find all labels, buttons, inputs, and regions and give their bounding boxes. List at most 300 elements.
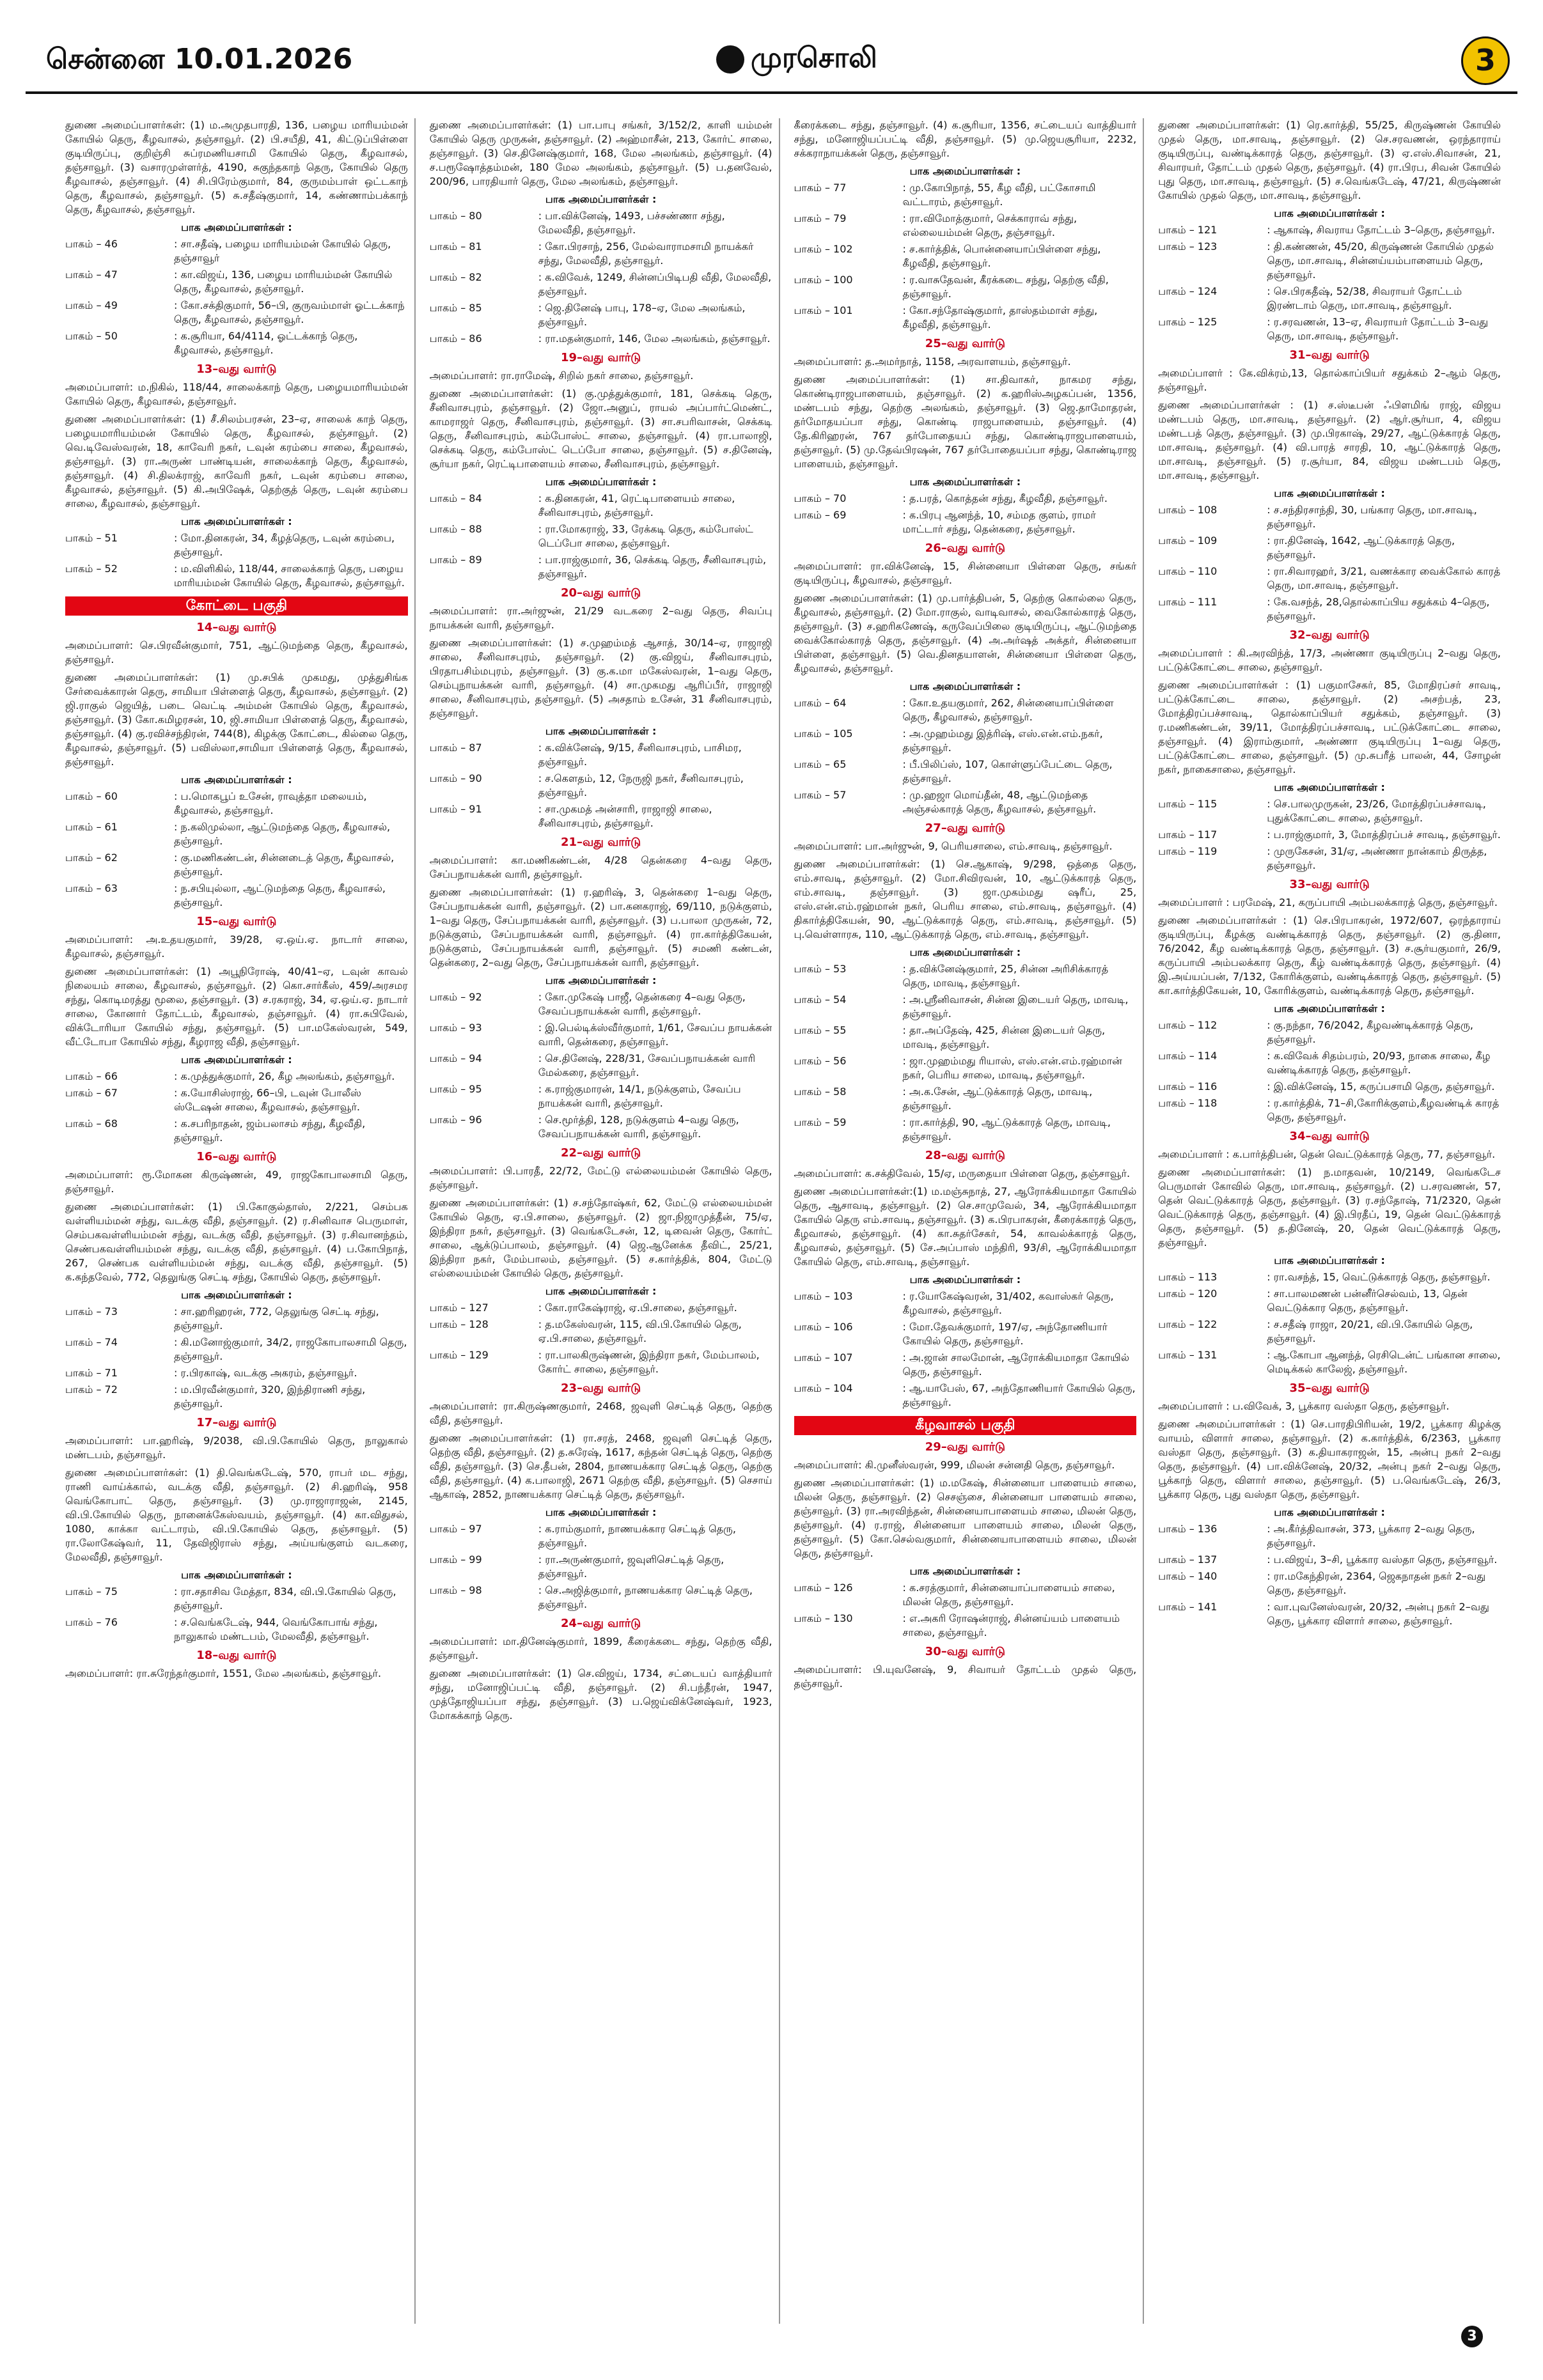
paper-logo	[716, 42, 877, 78]
booth-organizer: : ஆ.யாபேஸ், 67, அந்தோணியார் கோயில் தெரு, தஞ்சாவூர்.	[902, 1382, 1136, 1408]
booth-row	[794, 273, 1137, 301]
masthead	[26, 35, 1517, 105]
booth-row	[1158, 1569, 1501, 1598]
booth-organizer: : வா.புவனேஸ்வரன், 20/32, அன்பு நகர் 2–வது தெரு, பூக்கார விளார் சாலை, தஞ்சாவூர்.	[1267, 1601, 1489, 1627]
booth-number: பாகம் – 68	[65, 1117, 118, 1130]
section-subhead: பாக அமைப்பாளர்கள் :	[909, 476, 1021, 488]
booth-organizer: : க.ராஜ்குமாரன், 14/1, நடுக்குளம், சேவப்ப நாயக்கன் வாரி, தஞ்சாவூர்.	[538, 1083, 741, 1109]
booth-row	[65, 299, 408, 327]
booth-organizer: : அ.முஹம்மது இத்ரிஷ், எஸ்.என்.எம்.நகர், தஞ்சாவூர்.	[902, 727, 1103, 754]
ward-heading: 35–வது வார்டு	[1289, 1381, 1370, 1395]
paragraph: துணை அமைப்பாளர்கள் : (1) ச.ஸ்டீபன் ஃபிளமிங் ராஜ், விஜய மண்டபம் தெரு, மா.சாவடி, தஞ்சாவூர். (2) ஆர்.சூர்யா, 4, விஜய மண்டபத் தெரு, தஞ்சாவூர். (3) மு.பிரகாஷ், 29/27, ஆட்டுக்காரத் தெரு, மா.சாவடி, தஞ்சாவூர். (4) வி.பாரத் சாரதி, 10, ஆட்டுக்காரத் தெரு, மா.சாவடி, தஞ்சாவூர். (5) ர.சூர்யா, 84, விஜய மண்டபம் தெரு, மா.சாவடி, தஞ்சாவூர்.	[1158, 399, 1501, 481]
booth-number: பாகம் – 65	[794, 758, 847, 770]
booth-list	[1158, 1522, 1501, 1628]
ward-heading: 23–வது வார்டு	[560, 1381, 641, 1395]
booth-number: பாகம் – 120	[1158, 1287, 1218, 1300]
booth-organizer: : அ.ஜான் சாலமோன், ஆரோக்கியமாதா கோயில் தெரு, தஞ்சாவூர்.	[902, 1351, 1129, 1378]
booth-number: பாகம் – 115	[1158, 798, 1218, 810]
booth-number: பாகம் – 112	[1158, 1019, 1218, 1031]
ward-heading: 30–வது வார்டு	[925, 1645, 1005, 1658]
booth-row	[1158, 1553, 1501, 1567]
booth-organizer: : கு.மணிகண்டன், சின்னடைத் தெரு, கீழவாசல், தஞ்சாவூர்.	[174, 852, 395, 878]
booth-organizer: : இ.பெல்டிக்ஸ்வீர்குமார், 1/61, சேவப்ப நாயக்கன் வாரி, தென்கரை, தஞ்சாவூர்.	[538, 1022, 772, 1048]
booth-number: பாகம் – 75	[65, 1585, 118, 1598]
paragraph: துணை அமைப்பாளர்கள் : (1) செ.பாரதிபிரியன், 19/2, பூக்கார கிழக்கு வாயம், விளார் சாலை, தஞ்சாவூர். (2) க.கார்த்திக், 6/2363, பூக்கார வஸ்தா தெரு, தஞ்சாவூர். (3) க.தியாகராஜன், 15, அன்பு நகர் 2–வது தெரு, தஞ்சாவூர். (4) பா.விக்னேஷ், 20/32, அன்பு நகர் 2–வது தெரு, பூக்காந் தெரு, விளார் சாலை, தஞ்சாவூர். (5) ப.வெங்கடேஷ், 26/3, பூக்கார தெரு, புது வஸ்தா தெரு, தஞ்சாவூர்.	[1158, 1418, 1501, 1500]
booth-row	[794, 1085, 1137, 1113]
booth-row	[65, 237, 408, 265]
booth-number: பாகம் – 121	[1158, 224, 1218, 236]
booth-list	[1158, 223, 1501, 343]
section-subhead: பாக அமைப்பாளர்கள் :	[181, 221, 292, 233]
paragraph: துணை அமைப்பாளர்கள்: (1) ம.அமுதபாரதி, 136, பழைய மாரியம்மன் கோயில் தெரு, கீழவாசல், தஞ்சாவூர். (2) பி.சயீதி, 41, கிட்டுப்பிள்ளை குடியிருப்பு, குறிஞ்சி சுப்ரமணியசாமி கோயில் தெரு, கீழவாசல், தஞ்சாவூர். (3) வசாரமுள்ளர்த், 4190, சுகுந்தகாந் தெரு, கோயில் தெரு கீழவாசல், தஞ்சாவூர். (4) சி.பிரேம்குமார், 84, குருமம்பாள் ஒட்டகாந் தெரு, கீழவாசல், தஞ்சாவூர். (5) சு.சதீஷ்குமார், 14, கண்ணாம்பக்காந் தெரு, கீழவாசல், தஞ்சாவூர்.	[65, 119, 408, 215]
booth-organizer: : ரா.சிவாரஹர், 3/21, வணக்கார வைக்கோல் காரத் தெரு, மா.சாவடி, தஞ்சாவூர்.	[1267, 565, 1501, 591]
paragraph: துணை அமைப்பாளர்கள்: (1) செ.விஜய், 1734, சட்டையப் வாத்தியார் சந்து, மனோஜிப்பட்டி வீதி, தஞ்சாவூர். (2) சி.பந்தீரன், 1947, முத்தோஜியப்பா சந்து, தஞ்சாவூர். (3) ப.ஜெய்விக்னேஷ்வர், 1923, மோகக்காந் தெரு.	[429, 1667, 772, 1722]
booth-organizer: : ச.வெங்கடேஷ், 944, வெங்கோபாங் சந்து, நாலுகால் மண்டபம், மேலவீதி, தஞ்சாவூர்.	[174, 1616, 378, 1642]
ward-heading: 20–வது வார்டு	[560, 586, 641, 600]
paragraph: துணை அமைப்பாளர்கள்: (1) மு.பார்த்திபன், 5, தெற்கு கொல்லை தெரு, கீழவாசல், தஞ்சாவூர். (2) மோ.ராகுல், வாடிவாசல், வைகோல்காரத் தெரு, தஞ்சாவூர். (3) ச.ஹரிகணேஷ், கருவேப்பிலை குடியிருப்பு, ஆட்டுமந்தை வைக்கோல்காரத் தெரு, தஞ்சாவூர். (4) அ.அர்ஷத் அக்தர், சின்னையா பிள்ளை, தஞ்சாவூர். (5) வெ.தினதயாளன், சின்னையா பிள்ளை தெரு, கீழவாசல், தஞ்சாவூர்.	[794, 592, 1137, 674]
booth-number: பாகம் – 111	[1158, 596, 1218, 608]
booth-number: பாகம் – 125	[1158, 316, 1218, 328]
booth-row	[1158, 1522, 1501, 1550]
booth-row	[430, 332, 772, 346]
booth-organizer: : க.விவேக் சிதம்பரம், 20/93, நாகை சாலை, கீழ வண்டிக்காரத் தெரு, தஞ்சாவூர்.	[1267, 1050, 1491, 1076]
booth-row	[65, 789, 408, 818]
paragraph: அமைப்பாளர்: ரூ.மோகன கிருஷ்ணன், 49, ராஜகோபாலசாமி தெரு, தஞ்சாவூர்.	[65, 1169, 408, 1195]
paragraph: துணை அமைப்பாளர்கள்: (1) செ.ஆகாஷ், 9/298, ஒத்தை தெரு, எம்.சாவடி, தஞ்சாவூர். (2) மோ.சிவிரவன், 10, ஆட்டுக்காரத் தெரு, எம்.சாவடி, தஞ்சாவூர். (3) ஜா.முகம்மது ஷரீப், 25, எஸ்.என்.எம்.ரஹ்மான் நகர், பெரிய சாலை, எம்.சாவடி, தஞ்சாவூர். (4) திகார்த்திகேயன், 90, ஆட்டுக்காரத் தெரு, எம்.சாவடி, தஞ்சாவூர். (5) பு.வெள்ளாரசு, 110, ஆட்டுக்காரத் தெரு, எம்.சாவடி, தஞ்சாவூர்.	[794, 858, 1137, 940]
booth-number: பாகம் – 137	[1158, 1553, 1218, 1566]
booth-number: பாகம் – 57	[794, 789, 847, 801]
booth-organizer: : பா.ராஜ்குமார், 36, செக்கடி தெரு, சீனிவாசபுரம், தஞ்சாவூர்.	[538, 554, 767, 580]
booth-list	[430, 741, 772, 830]
booth-row	[430, 1522, 772, 1550]
booth-organizer: : ரா.கார்த்தி, 90, ஆட்டுக்காரத் தெரு, மாவடி, தஞ்சாவூர்.	[902, 1116, 1111, 1142]
booth-number: பாகம் – 52	[65, 563, 118, 575]
booth-number: பாகம் – 49	[65, 299, 118, 311]
paragraph: அமைப்பாளர் : பரமேஷ், 21, கருப்பாயி அம்பலக்காரத் தெரு, தஞ்சாவூர்.	[1158, 896, 1498, 908]
seal-icon	[716, 45, 744, 74]
booth-organizer: : ப.ராஜ்குமார், 3, மோத்திரப்பச் சாவடி, தஞ்சாவூர்.	[1267, 828, 1501, 841]
booth-row	[1158, 315, 1501, 343]
booth-row	[430, 492, 772, 520]
section-subhead: பாக அமைப்பாளர்கள் :	[1274, 1506, 1385, 1518]
booth-number: பாகம் – 89	[429, 554, 482, 566]
booth-number: பாகம் – 96	[429, 1114, 482, 1126]
booth-row	[794, 1320, 1137, 1348]
booth-list	[65, 1069, 408, 1145]
booth-number: பாகம் – 140	[1158, 1570, 1218, 1582]
booth-number: பாகம் – 62	[65, 852, 118, 864]
booth-number: பாகம் – 82	[429, 271, 482, 283]
booth-row	[65, 1305, 408, 1333]
booth-number: பாகம் – 99	[429, 1553, 482, 1566]
booth-row	[65, 1117, 408, 1145]
booth-organizer: : ரா.பாலகிருஷ்ணன், இந்திரா நகர், மேம்பாலம், கோர்ட் சாலை, தஞ்சாவூர்.	[538, 1349, 760, 1375]
ward-heading: 13–வது வார்டு	[196, 362, 277, 376]
booth-organizer: : க.சபரிநாதன், ஜம்பலாசம் சந்து, கீழவீதி, தஞ்சாவூர்.	[174, 1117, 366, 1144]
booth-organizer: : க.பிரபு ஆனந்த், 10, சம்மத குளம், ராமர் மாட்டார் சந்து, தென்கரை, தஞ்சாவூர்.	[902, 509, 1096, 535]
paragraph: துணை அமைப்பாளர்கள்: (1) கு.முத்துக்குமார், 181, செக்கடி தெரு, சீனிவாசபுரம், தஞ்சாவூர். (2) ஜோ.அனுப், ராயல் அப்பார்ட்மெண்ட், காமராஜர் தெரு, சீனிவாசபுரம், தஞ்சாவூர். (3) சா.சபரிவாசன், செக்கடி தெரு, சீனிவாசபுரம், கம்போஸ்ட் சாலை, தஞ்சாவூர். (4) ரா.பாலாஜி, செக்கடி தெரு, கம்போஸ்ட் டெப்போ சாலை, தஞ்சாவூர். (5) ச.தினேஷ், சூர்யா நகர், ரெட்டிபாளையம் சாலை, சீனிவாசபுரம், தஞ்சாவூர்.	[429, 387, 772, 470]
booth-row	[794, 1289, 1137, 1318]
booth-number: பாகம் – 59	[794, 1116, 847, 1128]
booth-row	[794, 304, 1137, 332]
booth-number: பாகம் – 54	[794, 993, 847, 1006]
booth-number: பாகம் – 131	[1158, 1349, 1218, 1361]
booth-row	[794, 696, 1137, 724]
booth-row	[430, 1301, 772, 1315]
booth-list	[430, 209, 772, 346]
paragraph: அமைப்பாளர்: பி.யுவனேஷ், 9, சிவாயர் தோட்டம் முதல் தெரு, தஞ்சாவூர்.	[794, 1663, 1137, 1690]
booth-row	[794, 181, 1137, 209]
booth-organizer: : பா.விக்னேஷ், 1493, பச்சண்ணா சந்து, மேலவீதி, தஞ்சாவூர்.	[538, 210, 725, 236]
ward-heading: 21–வது வார்டு	[560, 836, 641, 849]
booth-number: பாகம் – 73	[65, 1305, 118, 1318]
ward-heading: 25–வது வார்டு	[925, 337, 1005, 350]
booth-organizer: : செ.பிரகதீஷ், 52/38, சிவராயர் தோட்டம் இரண்டாம் தெரு, மா.சாவடி, தஞ்சாவூர்.	[1267, 285, 1462, 311]
paragraph: துணை அமைப்பாளர்கள் : (1) பகுமாசேகர், 85, மோதிரப்சர் சாவடி, பட்டுக்கோட்டை சாலை, தஞ்சாவூர். (2) அசற்பத், 23, மோத்திரப்பச்சாவடி, தொல்காப்பியர் சதுக்கம், தஞ்சாவூர். (3) ர.மணிகண்டன், 39/11, மோத்திரப்பச்சாவடி, பட்டுக்கோட்டை சாலை, தஞ்சாவூர். (4) இராம்குமார், அண்ணா குடியிருப்பு 1–வது தெரு, பட்டுக்கோட்டை சாலை, தஞ்சாவூர். (5) மு.சுபரீத் பாலன், 44, சோழன் நகர், நாகைசாலை, தஞ்சாவூர்.	[1158, 679, 1501, 775]
zone-banner: கோட்டை பகுதி	[65, 596, 408, 616]
booth-row	[1158, 1600, 1501, 1628]
masthead-rule	[26, 91, 1517, 94]
booth-row	[1158, 223, 1501, 237]
section-subhead: பாக அமைப்பாளர்கள் :	[545, 725, 657, 737]
booth-organizer: : க.ராம்குமார், நாணயக்கார செட்டித் தெரு, தஞ்சாவூர்.	[538, 1523, 736, 1549]
booth-row	[1158, 1270, 1501, 1284]
booth-list	[794, 962, 1137, 1144]
booth-organizer: : ந.கலிமுல்லா, ஆட்டுமந்தை தெரு, கீழவாசல், தஞ்சாவூர்.	[174, 821, 391, 847]
booth-row	[794, 758, 1137, 786]
booth-organizer: : ஆகாஷ், சிவராய தோட்டம் 3–தெரு, தஞ்சாவூர்.	[1267, 224, 1495, 236]
paragraph: அமைப்பாளர்: ரா.விக்னேஷ், 15, சின்னையா பிள்ளை தெரு, சங்கர் குடியிருப்பு, கீழவாசல், தஞ்சாவூர்.	[794, 560, 1137, 586]
booth-list	[65, 1305, 408, 1411]
paragraph: துணை அமைப்பாளர்கள்: (1) ர.ஹரிஷ், 3, தென்கரை 1–வது தெரு, சேப்பநாயக்கன் வாரி, தஞ்சாவூர். (2) பா.கனகராஜ், 69/110, நடுக்குளம், 1–வது தெரு, சேப்பநாயக்கன் வாரி, தஞ்சாவூர். (3) ப.பாலா முருகன், 72, நடுக்குளம், சேப்பநாயக்கன் வாரி, தஞ்சாவூர். (4) ரா.கார்த்திகேயன், நடுக்குளம், சேப்பநாயக்கன் வாரி, தஞ்சாவூர். (5) சமணி கண்டன், தென்கரை, 2–வது தெரு, சேப்பநாயக்கன் வாரி, தஞ்சாவூர்.	[429, 886, 772, 968]
booth-number: பாகம் – 61	[65, 821, 118, 833]
paragraph: கீரைக்கடை சந்து, தஞ்சாவூர். (4) க.சூரியா, 1356, சட்டையப் வாத்தியார் சந்து, மனோஜியப்பட்டி வீதி, தஞ்சாவூர். (5) மு.ஜெயசூரியா, 2232, சக்கராநாயக்கன் தெரு, தஞ்சாவூர்.	[794, 119, 1137, 159]
booth-number: பாகம் – 79	[794, 212, 847, 224]
booth-number: பாகம் – 64	[794, 697, 847, 709]
booth-number: பாகம் – 47	[65, 268, 118, 281]
booth-row	[65, 1069, 408, 1084]
booth-organizer: : தி.கண்ணன், 45/20, கிருஷ்ணன் கோயில் முதல் தெரு, மா.சாவடி, சின்னய்யம்பாளையம் தெரு, தஞ்சாவூர்.	[1267, 240, 1494, 281]
booth-organizer: : செ.பாலமுருகன், 23/26, மோத்திரப்பச்சாவடி, புதுக்கோட்டை சாலை, தஞ்சாவூர்.	[1267, 798, 1486, 824]
booth-organizer: : அ.ஸ்ரீனிவாசன், சின்ன இடையர் தெரு, மாவடி, தஞ்சாவூர்.	[902, 993, 1129, 1020]
booth-organizer: : ஜெ.தினேஷ் பாபு, 178–ஏ, மேல அலங்கம், தஞ்சாவூர்.	[538, 302, 746, 328]
booth-number: பாகம் – 127	[429, 1302, 489, 1314]
booth-row	[430, 1348, 772, 1376]
booth-number: பாகம் – 105	[794, 727, 853, 740]
ward-heading: 17–வது வார்டு	[196, 1416, 277, 1429]
booth-organizer: : த.விக்னேஷ்குமார், 25, சின்ன அரிசிக்காரத் தெரு, மாவடி, தஞ்சாவூர்.	[902, 963, 1109, 989]
booth-organizer: : ப.விஜய், 3–சி, பூக்கார வஸ்தா தெரு, தஞ்சாவூர்.	[1267, 1553, 1498, 1566]
booth-organizer: : ந.சபியுல்லா, ஆட்டுமந்தை தெரு, கீழவாசல், தஞ்சாவூர்.	[174, 882, 386, 908]
booth-row	[430, 772, 772, 800]
booth-row	[430, 209, 772, 237]
booth-number: பாகம் – 136	[1158, 1523, 1218, 1535]
booth-number: பாகம் – 51	[65, 532, 118, 544]
booth-list	[794, 492, 1137, 536]
booth-list	[794, 1581, 1137, 1640]
booth-number: பாகம் – 69	[794, 509, 847, 521]
booth-row	[430, 301, 772, 329]
booth-organizer: : முருகேசன், 31/ஏ, அண்ணா நான்காம் திருத்த, தஞ்சாவூர்.	[1267, 845, 1487, 871]
booth-row	[430, 1553, 772, 1581]
section-subhead: பாக அமைப்பாளர்கள் :	[1274, 207, 1385, 219]
booth-row	[65, 1585, 408, 1613]
booth-organizer: : க.முத்துக்குமார், 26, கீழ அலங்கம், தஞ்சாவூர்.	[174, 1070, 395, 1082]
booth-number: பாகம் – 76	[65, 1616, 118, 1628]
booth-list	[430, 1522, 772, 1612]
booth-row	[430, 553, 772, 581]
booth-organizer: : கு.நந்தா, 76/2042, கீழவண்டிக்காரத் தெரு, தஞ்சாவூர்.	[1267, 1019, 1473, 1045]
booth-number: பாகம் – 101	[794, 304, 853, 316]
paragraph: அமைப்பாளர் : கே.விக்ரம்,13, தொல்காப்பியர் சதுக்கம் 2–ஆம் தெரு, தஞ்சாவூர்.	[1158, 367, 1501, 393]
ward-heading: 14–வது வார்டு	[196, 621, 277, 634]
booth-organizer: : த.பரத், கொத்தன் சந்து, கீழவீதி, தஞ்சாவூர்.	[902, 492, 1108, 504]
booth-organizer: : மு.கோபிநாத், 55, கீழ வீதி, பட்கோசாமி வட்டாரம், தஞ்சாவூர்.	[902, 182, 1096, 208]
booth-row	[430, 270, 772, 299]
ward-heading: 24–வது வார்டு	[560, 1617, 641, 1630]
booth-row	[1158, 1287, 1501, 1315]
booth-number: பாகம் – 71	[65, 1367, 118, 1379]
zone-banner: கீழவாசல் பகுதி	[794, 1416, 1137, 1435]
booth-organizer: : க.விக்னேஷ், 9/15, சீனிவாசபுரம், பாசிமர, தஞ்சாவூர்.	[538, 742, 742, 768]
booth-organizer: : இ.விக்னேஷ், 15, கருப்பசாமி தெரு, தஞ்சாவூர்.	[1267, 1080, 1495, 1093]
booth-row	[65, 268, 408, 296]
booth-row	[65, 562, 408, 590]
booth-organizer: : கி.மனோஜ்குமார், 34/2, ராஜகோபாலசாமி தெரு, தஞ்சாவூர்.	[174, 1336, 407, 1362]
booth-organizer: : செ.தினேஷ், 228/31, சேவப்பநாயக்கன் வாரி மேல்கரை, தஞ்சாவூர்.	[538, 1052, 756, 1078]
booth-row	[430, 1021, 772, 1049]
booth-organizer: : ரா.மதன்குமார், 146, மேல அலங்கம், தஞ்சாவூர்.	[538, 332, 771, 345]
booth-row	[1158, 828, 1501, 842]
section-subhead: பாக அமைப்பாளர்கள் :	[181, 774, 292, 786]
booth-organizer: : ச.சதீஷ் ராஜா, 20/21, வி.பி.கோயில் தெரு, தஞ்சாவூர்.	[1267, 1318, 1473, 1344]
booth-organizer: : பீ.பிலிப்ஸ், 107, கொள்ளுப்பேட்டை தெரு, தஞ்சாவூர்.	[902, 758, 1113, 784]
footer-page-number: 3	[1461, 2326, 1483, 2347]
column-3	[794, 118, 1145, 2324]
booth-list	[794, 696, 1137, 816]
paragraph: அமைப்பாளர்: செ.பிரவீன்குமார், 751, ஆட்டுமந்தை தெரு, கீழவாசல், தஞ்சாவூர்.	[65, 639, 408, 665]
booth-number: பாகம் – 46	[65, 238, 118, 250]
ward-heading: 26–வது வார்டு	[925, 541, 1005, 555]
paragraph: துணை அமைப்பாளர்கள்: (1) அபூநிரோஷ், 40/41–ஏ, டவுன் காவல் நிலையம் சாலை, கீழவாசல், தஞ்சாவூர். (2) கொ.சார்கீஸ், 459/அரசமர சந்து, கொடிமரத்து மூலை, தஞ்சாவூர். (3) ச.ரகராஜ், 34, ஏ.ஒய்.ஏ. நாடார் சாலை, கோனார் தோட்டம், கீழவாசல், தஞ்சாவூர். (4) ரா.சுபிவேல், விக்டோரியா கோயில் சந்து, தஞ்சாவூர். (5) பா.மகேஸ்வரன், 549, வீட்டோபா கோயில் சந்து, கீழராஜ வீதி, தஞ்சாவூர்.	[65, 965, 408, 1048]
page-number-badge: 3	[1461, 36, 1510, 85]
booth-row	[1158, 1318, 1501, 1346]
booth-row	[65, 1615, 408, 1644]
booth-organizer: : அ.க.சேன், ஆட்டுக்காரத் தெரு, மாவடி, தஞ்சாவூர்.	[902, 1085, 1093, 1112]
section-subhead: பாக அமைப்பாளர்கள் :	[181, 1289, 292, 1301]
booth-organizer: : த.மகேஸ்வரன், 115, வி.பி.கோயில் தெரு, ஏ.பி.சாலை, தஞ்சாவூர்.	[538, 1318, 742, 1344]
booth-number: பாகம் – 93	[429, 1022, 482, 1034]
booth-number: பாகம் – 60	[65, 790, 118, 802]
section-subhead: பாக அமைப்பாளர்கள் :	[909, 680, 1021, 692]
booth-organizer: : கோ.ராகேஷ்ராஜ், ஏ.பி.சாலை, தஞ்சாவூர்.	[538, 1302, 737, 1314]
booth-number: பாகம் – 87	[429, 742, 482, 754]
paragraph: துணை அமைப்பாளர்கள்: (1) ரெ.கார்த்தி, 55/25, கிருஷ்ணன் கோயில் முதல் தெரு, மா.சாவடி, தஞ்சாவூர். (2) செ.சரவணன், ஒரந்தாராய் குடியிருப்பு, வண்டிக்காரத் தெரு, தஞ்சாவூர். (3) ஏ.எஸ்.சிவாசன், 21, சிவாரயர், தோட்டம் முதல் தெரு, தஞ்சாவூர். (4) ரா.பிரப, சிவன் கோயில் புது தெரு, மா.சாவடி, தஞ்சாவூர். (5) ச.வெங்கடேஷ், 47/21, கிருஷ்ணன் கோயில் முதல் தெரு, மா.சாவடி, தஞ்சாவூர்.	[1158, 119, 1501, 201]
booth-organizer: : ர.கார்த்திக், 71–சி,கோரிக்குளம்,கீழவண்டிக் காரத் தெரு, தஞ்சாவூர்.	[1267, 1097, 1500, 1123]
booth-number: பாகம் – 81	[429, 240, 482, 253]
booth-number: பாகம் – 128	[429, 1318, 489, 1330]
booth-number: பாகம் – 50	[65, 330, 118, 342]
booth-number: பாகம் – 53	[794, 963, 847, 975]
booth-organizer: : கோ.சந்தோஷ்குமார், தாஸ்தம்மாள் சந்து, கீழவீதி, தஞ்சாவூர்.	[902, 304, 1098, 331]
booth-number: பாகம் – 119	[1158, 845, 1218, 857]
section-subhead: பாக அமைப்பாளர்கள் :	[909, 946, 1021, 958]
paragraph: துணை அமைப்பாளர்கள்: (1) ந.மாதவன், 10/2149, வெங்கடேச பெருமாள் கோவில் தெரு, மா.சாவடி, தஞ்சாவூர். (2) ப.சரவணன், 57, தென் வெட்டுக்காரத் தெரு, தஞ்சாவூர். (3) ர.சந்தோஷ், 71/2320, தென் வெட்டுக்காரத் தெரு, தஞ்சாவூர். (4) இ.பிரதீப், 19, தென் வெட்டுக்காரத் தெரு, தஞ்சாவூர். (5) த.தினேஷ், 20, தென் வெட்டுக்காரத் தெரு, தஞ்சாவூர்.	[1158, 1166, 1501, 1248]
booth-number: பாகம் – 104	[794, 1382, 853, 1394]
section-subhead: பாக அமைப்பாளர்கள் :	[181, 515, 292, 527]
booth-row	[430, 1318, 772, 1346]
booth-row	[794, 242, 1137, 270]
booth-organizer: : கோ.சக்திகுமார், 56–பி, குருவம்மாள் ஓட்டக்காந் தெரு, கீழவாசல், தஞ்சாவூர்.	[174, 299, 405, 325]
paragraph: அமைப்பாளர்: த.அமர்நாத், 1158, அரவாளயம், தஞ்சாவூர்.	[794, 355, 1071, 368]
ward-heading: 34–வது வார்டு	[1289, 1130, 1370, 1143]
booth-row	[65, 1086, 408, 1114]
booth-row	[1158, 1018, 1501, 1046]
booth-organizer: : ச.சந்திரசாந்தி, 30, பங்கார தெரு, மா.சாவடி, தஞ்சாவூர்.	[1267, 504, 1477, 530]
booth-organizer: : ம.பிரவீன்குமார், 320, இந்திராணி சந்து, தஞ்சாவூர்.	[174, 1383, 366, 1410]
booth-row	[1158, 595, 1501, 623]
booth-row	[65, 820, 408, 848]
booth-organizer: : செ.மூர்த்தி, 128, நடுக்குளம் 4–வது தெரு, சேவப்பநாயக்கன் வாரி, தஞ்சாவூர்.	[538, 1114, 739, 1140]
booth-list	[794, 1289, 1137, 1410]
booth-row	[430, 1052, 772, 1080]
paragraph: துணை அமைப்பாளர்கள்: (1) பா.பாபு சங்கர், 3/152/2, காளி யம்மன் கோயில் தெரு முருகன், தஞ்சாவூர். (2) அஹ்மாசீன், 213, கோர்ட் சாலை, தஞ்சாவூர். (3) செ.தினேஷ்குமார், 168, மேல அலங்கம், தஞ்சாவூர். (4) ச.பரூஷோத்தம்மன், 180 மேல அலங்கம், தஞ்சாவூர். (5) ப.தனவேல், 200/96, பாரதியார் தெரு, மேல அலங்கம், தஞ்சாவூர்.	[429, 119, 772, 187]
section-subhead: பாக அமைப்பாளர்கள் :	[1274, 1254, 1385, 1266]
booth-number: பாகம் – 102	[794, 243, 853, 255]
booth-organizer: : ரா.வசந்த், 15, வெட்டுக்காரத் தெரு, தஞ்சாவூர்.	[1267, 1271, 1491, 1283]
booth-number: பாகம் – 86	[429, 332, 482, 345]
booth-number: பாகம் – 130	[794, 1612, 853, 1624]
paragraph: அமைப்பாளர்: ம.நிகில், 118/44, சாலைக்காந் தெரு, பழையமாரியம்மன் கோயில் தெரு, கீழவாசல், தஞ்சாவூர்.	[65, 381, 408, 407]
ward-heading: 19–வது வார்டு	[560, 351, 641, 364]
paragraph: அமைப்பாளர்: ரா.கிருஷ்ணகுமார், 2468, ஜவுளி செட்டித் தெரு, தெற்கு வீதி, தஞ்சாவூர்.	[429, 1400, 772, 1426]
ward-heading: 32–வது வார்டு	[1289, 628, 1370, 642]
booth-number: பாகம் – 84	[429, 492, 482, 504]
booth-row	[1158, 1080, 1501, 1094]
paragraph: அமைப்பாளர்: ரா.ராமேஷ், சிறில் நகர் சாலை, தஞ்சாவூர்.	[429, 369, 694, 382]
booth-row	[794, 1023, 1137, 1052]
booth-number: பாகம் – 80	[429, 210, 482, 222]
booth-organizer: : ப.மொகபூப் உசேன், ராவுத்தா மலையம், கீழவாசல், தஞ்சாவூர்.	[174, 790, 367, 816]
booth-number: பாகம் – 109	[1158, 534, 1218, 547]
booth-row	[430, 240, 772, 268]
booth-number: பாகம் – 103	[794, 1290, 853, 1302]
booth-number: பாகம் – 108	[1158, 504, 1218, 516]
booth-organizer: : க.விவேக், 1249, சின்னப்பிடிபதி வீதி, மேலவீதி, தஞ்சாவூர்.	[538, 271, 772, 297]
issue-date: சென்னை 10.01.2026	[46, 43, 353, 75]
booth-number: பாகம் – 85	[429, 302, 482, 314]
booth-organizer: : ச.கார்த்திக், பொன்னையாப்பிள்ளை சந்து, கீழவீதி, தஞ்சாவூர்.	[902, 243, 1101, 269]
booth-organizer: : கே.வசந்த், 28,தொல்காப்பிய சதுக்கம் 4–தெரு, தஞ்சாவூர்.	[1267, 596, 1490, 622]
booth-number: பாகம் – 122	[1158, 1318, 1218, 1330]
section-subhead: பாக அமைப்பாளர்கள் :	[1274, 1002, 1385, 1015]
column-2	[430, 118, 780, 2324]
booth-number: பாகம் – 72	[65, 1383, 118, 1396]
booth-row	[65, 1383, 408, 1411]
booth-organizer: : ஜா.முஹம்மது ரியாஸ், எஸ்.என்.எம்.ரஹ்மான் நகர், பெரிய சாலை, மாவடி, தஞ்சாவூர்.	[902, 1055, 1122, 1081]
column-1	[65, 118, 416, 2324]
booth-organizer: : ர.பிரகாஷ், வடக்கு அகரம், தஞ்சாவூர்.	[174, 1367, 357, 1379]
booth-list	[430, 492, 772, 581]
booth-row	[65, 329, 408, 357]
booth-organizer: : சா.சதீஷ், பழைய மாரியம்மன் கோயில் தெரு, தஞ்சாவூர்	[174, 238, 391, 264]
paragraph: அமைப்பாளர்: ரா.அர்ஜுன், 21/29 வடகரை 2–வது தெரு, சிவப்பு நாயக்கன் வாரி, தஞ்சாவூர்.	[429, 605, 772, 631]
paragraph: அமைப்பாளர்: கி.முனீஸ்வரன், 999, மிலன் சன்னதி தெரு, தஞ்சாவூர்.	[794, 1459, 1115, 1471]
booth-number: பாகம் – 118	[1158, 1097, 1218, 1109]
paragraph: அமைப்பாளர்: கா.மணிகண்டன், 4/28 தென்கரை 4–வது தெரு, சேப்பநாயக்கன் வாரி, தஞ்சாவூர்.	[429, 854, 772, 880]
booth-row	[1158, 1049, 1501, 1077]
paragraph: துணை அமைப்பாளர்கள் : (1) செ.பிரபாகரன், 1972/607, ஒரந்தாராய் குடியிருப்பு, கீழக்கு வண்டிக்காரத் தெரு, தஞ்சாவூர். (2) கு.தினா, 76/2042, கீழ வண்டிக்காரத் தெரு, தஞ்சாவூர். (3) ச.சூர்யகுமார், 26/9, கருப்பாயி அம்பலக்கார தெரு, கீழ் வண்டிக்காரத் தெரு, தஞ்சாவூர். (4) இ.அய்யப்பன், 7/132, கோரிக்குளம், வண்டிக்காரத் தெரு, தஞ்சாவூர். (5) கா.கார்த்திகேயன், 10, கோரிக்குளம், வண்டிக்காரத் தெரு, தஞ்சாவூர்.	[1158, 914, 1501, 997]
booth-row	[794, 1116, 1137, 1144]
booth-row	[794, 962, 1137, 990]
booth-number: பாகம் – 141	[1158, 1601, 1218, 1613]
booth-row	[430, 741, 772, 769]
paragraph: அமைப்பாளர்: ரா.சுரேந்தர்குமார், 1551, மேல அலங்கம், தஞ்சாவூர்.	[65, 1667, 382, 1679]
booth-number: பாகம் – 67	[65, 1087, 118, 1099]
booth-list	[65, 531, 408, 590]
booth-number: பாகம் – 95	[429, 1083, 482, 1095]
booth-organizer: : சா.முகமத் அன்சாரி, ராஜாஜி சாலை, சீனிவாசபுரம், தஞ்சாவூர்.	[538, 803, 712, 829]
booth-organizer: : க.யோசிஸ்ராஜ், 66–பி, டவுன் போலீஸ் ஸ்டேஷன் சாலை, கீழவாசல், தஞ்சாவூர்.	[174, 1087, 361, 1113]
section-subhead: பாக அமைப்பாளர்கள் :	[909, 1273, 1021, 1286]
booth-row	[1158, 1348, 1501, 1376]
paragraph: அமைப்பாளர்: பா.அர்ஜுன், 9, பெரியசாலை, எம்.சாவடி, தஞ்சாவூர்.	[794, 840, 1113, 852]
booth-number: பாகம் – 110	[1158, 565, 1218, 577]
booth-number: பாகம் – 107	[794, 1351, 853, 1364]
booth-number: பாகம் – 98	[429, 1584, 482, 1596]
booth-organizer: : ம.விளிகில், 118/44, சாலைக்காந் தெரு, பழைய மாரியம்மன் கோயில் தெரு, கீழவாசல், தஞ்சாவூர்.	[174, 563, 405, 589]
booth-row	[794, 212, 1137, 240]
booth-organizer: : மோ.தினகரன், 34, கீழத்தெரு, டவுன் கரம்பை, தஞ்சாவூர்.	[174, 532, 395, 558]
paragraph: துணை அமைப்பாளர்கள்: (1) ம.மகேஷ், சின்னையா பாளையம் சாலை, மிலன் தெரு, தஞ்சாவூர். (2) செசஞ்சை, சின்னையா பாளையம் சாலை, தஞ்சாவூர். (3) ரா.அரவிந்தன், சின்னையாபாளையம் சாலை, மிலன் தெரு, தஞ்சாவூர். (4) ர.ராஜ், சின்னையா பாளையம் சாலை, மிலன் தெரு, தஞ்சாவூர். (5) கோ.செல்வகுமார், சின்னையாபாளையம் சாலை, மிலன் தெரு, தஞ்சாவூர்.	[794, 1477, 1137, 1559]
booth-organizer: : மு.ஹஜா மொய்தீன், 48, ஆட்டுமந்தை அஞ்சல்காரத் தெரு, கீழவாசல், தஞ்சாவூர்.	[902, 789, 1097, 815]
booth-row	[65, 531, 408, 559]
section-subhead: பாக அமைப்பாளர்கள் :	[545, 974, 657, 986]
booth-number: பாகம் – 124	[1158, 285, 1218, 297]
booth-row	[430, 522, 772, 550]
booth-number: பாகம் – 129	[429, 1349, 489, 1361]
booth-list	[430, 1301, 772, 1376]
ward-heading: 22–வது வார்டு	[560, 1146, 641, 1160]
booth-row	[430, 802, 772, 830]
booth-list	[65, 237, 408, 357]
booth-organizer: : கோ.பிரசாந், 256, மேல்வாராமசாமி நாயக்கர் சந்து, மேலவீதி, தஞ்சாவூர்.	[538, 240, 754, 267]
booth-list	[65, 1585, 408, 1644]
paragraph: துணை அமைப்பாளர்கள்: (1) மு.சபிக் முகமது, முத்துசிங்க சேர்வைக்காரன் தெரு, சாமியா பிள்ளைத் தெரு, கீழவாசல், தஞ்சாவூர். (2) ஜி.ராகுல் ஜெயித், படை வெட்டி அம்மன் கோயில் தெரு, கீழவாசல், தஞ்சாவூர். (3) கோ.கமிழரசன், 10, ஜி.சாமியா பிள்ளைத் தெரு, கீழவாசல், தஞ்சாவூர். (4) கு.ரவிச்சந்திரன், 744(8), கிழக்கு கோட்டை, கில்லை தெரு, கீழவாசல், தஞ்சாவூர். (5) பவிஸ்லா,சாமியா பிள்ளைத் தெரு, கீழவாசல், தஞ்சாவூர்.	[65, 671, 408, 768]
paragraph: துணை அமைப்பாளர்கள்: (1) தி.வெங்கடேஷ், 570, ராபர் மட சந்து, ராணி வாய்க்கால், வடக்கு வீதி, தஞ்சாவூர். (2) சி.ஹரிஷ், 958 வெங்கோபாட் தெரு, தஞ்சாவூர். (3) மு.ராஜாராஜன், 2145, வி.பி.கோயில் தெரு, நானைக்கேஸ்வயம், தஞ்சாவூர். (4) கா.விதுசல், 1080, காக்கா வட்டாரம், வி.பி.கோயில் தெரு, தஞ்சாவூர். (5) ரா.லோகேஷ்வர், 11, தேவிஜிராஸ் சந்து, அய்யங்குளம் வடகரை, மேலவீதி, தஞ்சாவூர்.	[65, 1466, 408, 1563]
section-subhead: பாக அமைப்பாளர்கள் :	[909, 165, 1021, 177]
booth-row	[794, 1581, 1137, 1609]
booth-organizer: : கோ.முகேஷ் பாஜீ, தென்கரை 4–வது தெரு, சேவப்பநாயக்கன் வாரி, தஞ்சாவூர்.	[538, 991, 746, 1017]
booth-organizer: : ர.யோகேஷ்வரன், 31/402, கவாஸ்கர் தெரு, கீழவாசல், தஞ்சாவூர்.	[902, 1290, 1114, 1316]
booth-organizer: : ரா.தினேஷ், 1642, ஆட்டுக்காரத் தெரு, தஞ்சாவூர்.	[1267, 534, 1455, 561]
booth-organizer: : க.தினகரன், 41, ரெட்டிபாளையம் சாலை, சீனிவாசபுரம், தஞ்சாவூர்.	[538, 492, 735, 518]
booth-organizer: : கா.விஜய், 136, பழைய மாரியம்மன் கோயில் தெரு, கீழவாசல், தஞ்சாவூர்.	[174, 268, 393, 295]
booth-row	[794, 1381, 1137, 1410]
booth-organizer: : ரா.மகேந்திரன், 2364, ஜெகநாதன் நகர் 2–வது தெரு, தஞ்சாவூர்.	[1267, 1570, 1486, 1596]
booth-list	[430, 990, 772, 1141]
booth-list	[1158, 1018, 1501, 1124]
section-subhead: பாக அமைப்பாளர்கள் :	[545, 476, 657, 488]
paragraph: அமைப்பாளர்: பி.பாரதீ, 22/72, மேட்டு எல்லையம்மன் கோயில் தெரு, தஞ்சாவூர்.	[429, 1165, 772, 1191]
booth-number: பாகம் – 91	[429, 803, 482, 815]
booth-number: பாகம் – 74	[65, 1336, 118, 1348]
booth-organizer: : செ.அஜித்குமார், நாணயக்கார செட்டித் தெரு, தஞ்சாவூர்.	[538, 1584, 753, 1610]
booth-row	[794, 508, 1137, 536]
booth-list	[65, 789, 408, 910]
booth-number: பாகம் – 63	[65, 882, 118, 894]
booth-number: பாகம் – 100	[794, 274, 853, 286]
